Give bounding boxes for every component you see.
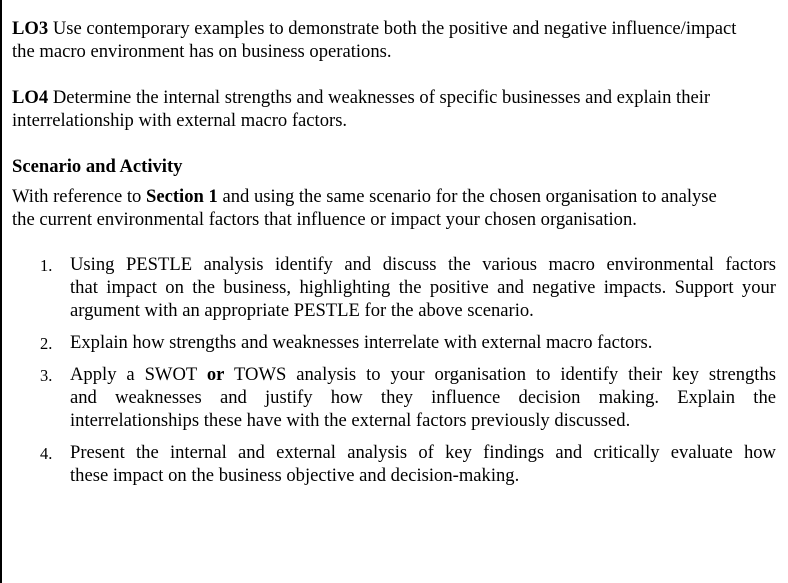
task-item-3 [12,363,788,432]
scenario-intro [12,185,788,231]
task-3-or: or [206,364,225,385]
task-line: Using PESTLE analysis identify and discuss the various macro environmental factors [70,254,776,275]
lo4-paragraph [12,86,788,132]
lo3-line-2: the macro environment has on business operations. [12,41,392,62]
task-number: 1. [40,256,53,275]
task-line: interrelationships these have with the external factors previously discussed. [70,410,631,431]
intro-prefix: With reference to [12,186,142,207]
task-number: 4. [40,444,53,463]
scenario-intro-line-2: the current environmental factors that influence or impact your chosen organisation. [12,209,637,230]
task-line: these impact on the business objective and decision-making. [70,465,520,486]
task-item-1 [12,253,788,322]
lo4-line-2: interrelationship with external macro factors. [12,110,348,131]
task-line: that impact on the business, highlighting the positive and negative impacts. Support your [70,277,776,298]
task-line [70,363,776,386]
task-list [12,253,788,487]
lo3-line-1 [12,17,788,40]
task-text [70,253,776,322]
task-text [70,331,776,354]
scenario-heading: Scenario and Activity [12,156,183,177]
task-line: argument with an appropriate PESTLE for the above scenario. [70,300,534,321]
lo3-text-1: Use contemporary examples to demonstrate both the positive and negative influence/impact [52,18,737,39]
lo3-paragraph [12,17,788,63]
task-line: and weaknesses and justify how they influence decision making. Explain the [70,387,776,408]
task-line: Explain how strengths and weaknesses interrelate with external macro factors. [70,332,653,353]
task-3-rest: TOWS analysis to your organisation to identify their key strengths [234,364,777,385]
scenario-intro-line-1 [12,185,788,208]
intro-rest: and using the same scenario for the chosen organisation to analyse [222,186,717,207]
document-page [12,17,788,496]
task-text [70,363,776,432]
task-text [70,441,776,487]
task-line: Present the internal and external analysis of key findings and critically evaluate how [70,442,776,463]
lo4-code: LO4 [12,87,49,108]
task-number: 3. [40,366,53,385]
lo4-line-1 [12,86,788,109]
task-number: 2. [40,334,53,353]
lo4-text-1: Determine the internal strengths and weaknesses of specific businesses and explain their [52,87,711,108]
lo3-code: LO3 [12,18,49,39]
intro-section-ref: Section 1 [146,186,218,207]
task-item-2 [12,331,788,354]
left-margin-rule [0,0,2,583]
task-3-prefix: Apply a SWOT [70,364,197,385]
task-item-4 [12,441,788,487]
